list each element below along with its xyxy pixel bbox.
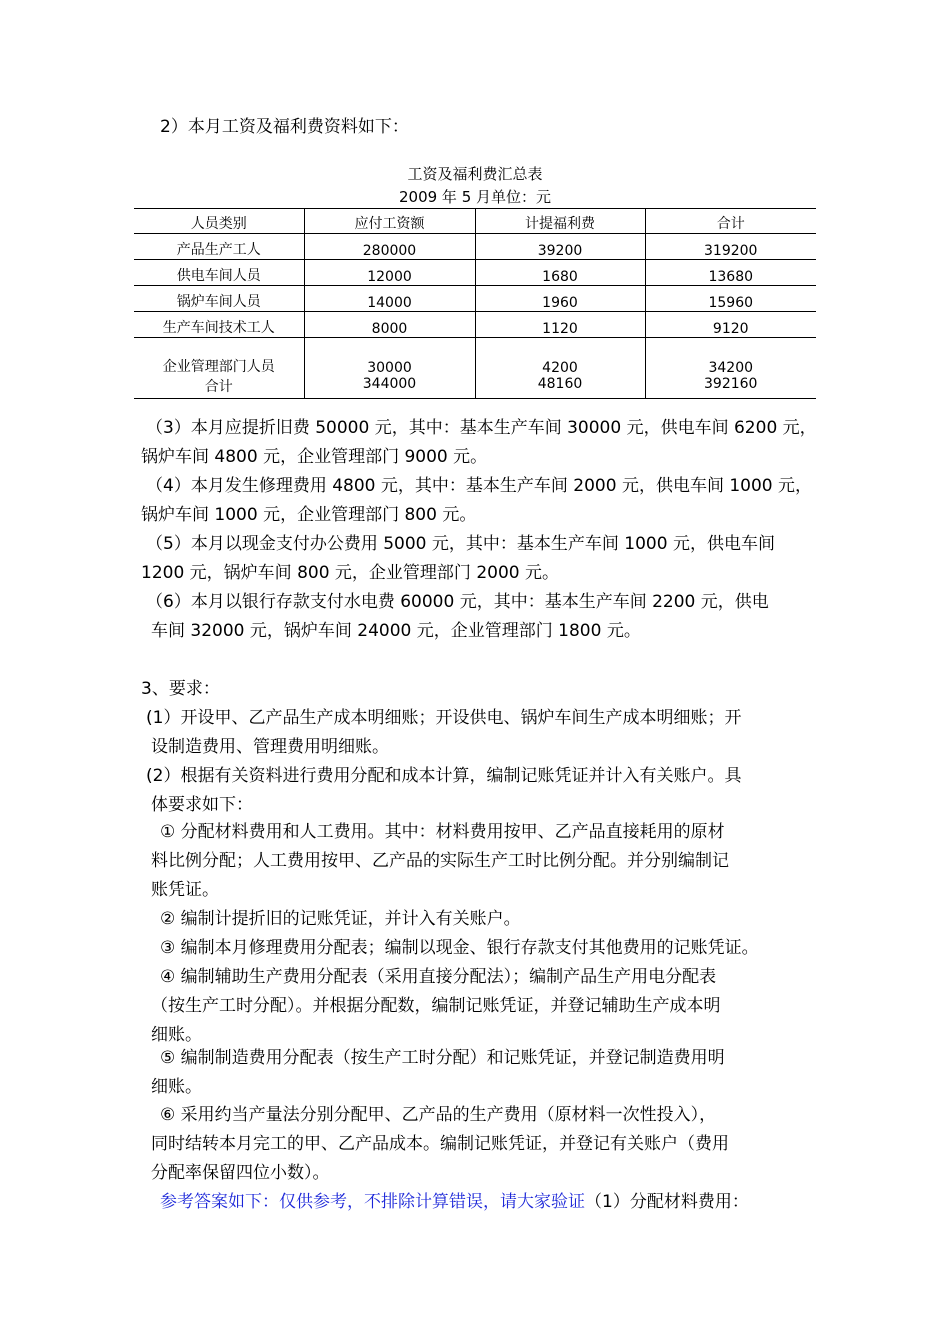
- table-cell: 15960: [645, 286, 816, 312]
- requirement-item: ③ 编制本月修理费用分配表；编制以现金、银行存款支付其他费用的记账凭证。: [160, 938, 759, 958]
- table-title: 工资及福利费汇总表: [407, 165, 543, 183]
- table-cell: 392160: [645, 376, 816, 399]
- table-cell: 企业管理部门人员: [162, 359, 275, 375]
- table-row: [134, 286, 816, 312]
- answer-line: [160, 1192, 749, 1212]
- section-heading: 2）本月工资及福利费资料如下：: [160, 117, 409, 137]
- paragraph-line: 锅炉车间 1000 元，企业管理部门 800 元。: [141, 505, 477, 525]
- paragraph-line: （6）本月以银行存款支付水电费 60000 元，其中：基本生产车间 2200 元，供电: [146, 592, 769, 612]
- requirement-item: 分配率保留四位小数）。: [151, 1163, 330, 1183]
- requirement-item: ② 编制计提折旧的记账凭证，并计入有关账户。: [160, 909, 521, 929]
- table-cell: 生产车间技术工人: [134, 312, 304, 338]
- header-cell: 计提福利费: [475, 209, 645, 234]
- requirement-item: 料比例分配；人工费用按甲、乙产品的实际生产工时比例分配。并分别编制记: [151, 851, 729, 871]
- table-cell: 产品生产工人: [134, 234, 304, 260]
- table-cell: 39200: [475, 234, 645, 260]
- table-row: [134, 338, 816, 377]
- requirement-item: ⑥ 采用约当产量法分别分配甲、乙产品的生产费用（原材料一次性投入），: [160, 1105, 717, 1125]
- paragraph-line: 锅炉车间 4800 元，企业管理部门 9000 元。: [141, 447, 488, 467]
- requirement-item: ① 分配材料费用和人工费用。其中：材料费用按甲、乙产品直接耗用的原材: [160, 822, 725, 842]
- table-cell: 30000: [304, 338, 475, 377]
- table-cell: 319200: [645, 234, 816, 260]
- table-cell: 供电车间人员: [134, 260, 304, 286]
- paragraph-line: （3）本月应提折旧费 50000 元，其中：基本生产车间 30000 元，供电车间 6200 元，: [146, 418, 817, 438]
- table-cell: 4200: [475, 338, 645, 377]
- table-cell: 280000: [304, 234, 475, 260]
- paragraph-line: （4）本月发生修理费用 4800 元，其中：基本生产车间 2000 元，供电车间 1000 元，: [146, 476, 813, 496]
- table-total-row: [134, 376, 816, 399]
- requirement-item: 细账。: [151, 1077, 202, 1097]
- table-cell: 13680: [645, 260, 816, 286]
- table-cell: 9120: [645, 312, 816, 338]
- header-cell: 合计: [645, 209, 816, 234]
- table-row: [134, 312, 816, 338]
- table-header-row: [134, 209, 816, 234]
- table-cell: 锅炉车间人员: [134, 286, 304, 312]
- paragraph-line: （5）本月以现金支付办公费用 5000 元，其中：基本生产车间 1000 元，供电车间: [146, 534, 775, 554]
- requirement-line: 体要求如下：: [151, 795, 253, 815]
- requirements-heading: 3、要求：: [141, 679, 220, 699]
- table-cell: 14000: [304, 286, 475, 312]
- answer-note: 参考答案如下：仅供参考，不排除计算错误，请大家验证: [160, 1192, 585, 1212]
- header-cell: 应付工资额: [304, 209, 475, 234]
- table-cell: 1960: [475, 286, 645, 312]
- table-row: [134, 234, 816, 260]
- requirement-item: 同时结转本月完工的甲、乙产品成本。编制记账凭证，并登记有关账户（费用: [151, 1134, 729, 1154]
- table-cell: 1680: [475, 260, 645, 286]
- requirement-line: (2）根据有关资料进行费用分配和成本计算，编制记账凭证并计入有关账户。具: [146, 766, 742, 786]
- table-row: [134, 260, 816, 286]
- wage-welfare-table: [134, 208, 816, 399]
- answer-item: （1）分配材料费用：: [585, 1192, 749, 1212]
- table-subtitle: 2009 年 5 月单位：元: [398, 188, 552, 206]
- requirement-item: （按生产工时分配）。并根据分配数，编制记账凭证，并登记辅助生产成本明: [151, 996, 721, 1016]
- paragraph-line: 车间 32000 元，锅炉车间 24000 元，企业管理部门 1800 元。: [151, 621, 641, 641]
- requirement-item: ⑤ 编制制造费用分配表（按生产工时分配）和记账凭证，并登记制造费用明: [160, 1048, 725, 1068]
- table-cell: 1120: [475, 312, 645, 338]
- table-cell: 34200: [645, 338, 816, 377]
- requirement-item: 账凭证。: [151, 880, 219, 900]
- paragraph-line: 1200 元，锅炉车间 800 元，企业管理部门 2000 元。: [141, 563, 559, 583]
- requirement-item: 细账。: [151, 1025, 202, 1045]
- table-cell: 合计: [134, 376, 304, 399]
- table-cell: 8000: [304, 312, 475, 338]
- requirement-line: 设制造费用、管理费用明细账。: [151, 737, 389, 757]
- requirement-line: (1）开设甲、乙产品生产成本明细账；开设供电、锅炉车间生产成本明细账；开: [146, 708, 742, 728]
- table-cell: 344000: [304, 376, 475, 399]
- header-cell: 人员类别: [134, 209, 304, 234]
- requirement-item: ④ 编制辅助生产费用分配表（采用直接分配法）；编制产品生产用电分配表: [160, 967, 717, 987]
- table-cell: 12000: [304, 260, 475, 286]
- table-cell: 48160: [475, 376, 645, 399]
